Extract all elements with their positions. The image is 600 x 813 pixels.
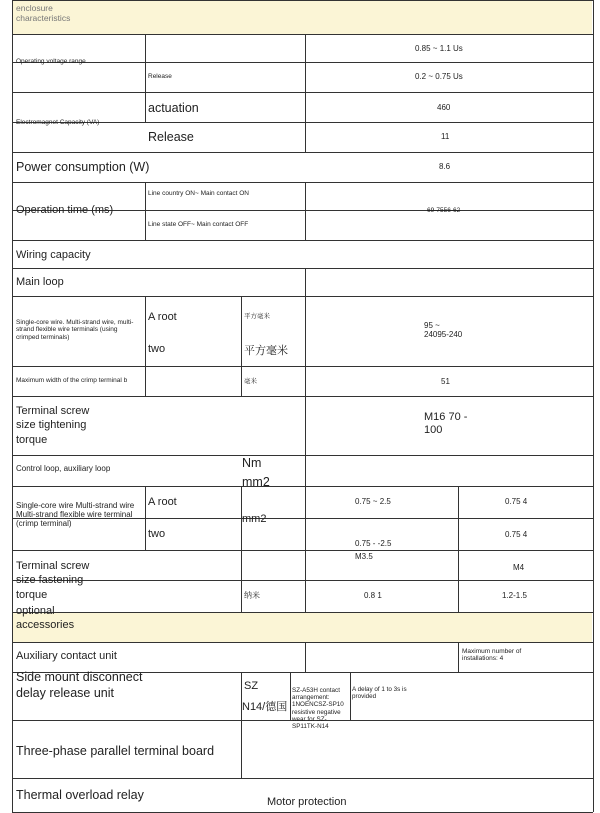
em-capacity-label: Electromagnet Capacity (VA) [16,119,100,126]
em-release-label: Release [148,130,194,144]
control-screw-size-1: M3.5 [355,552,373,561]
main-loop-a-root-label: A root [148,311,177,323]
power-consumption-value: 8.6 [439,162,451,171]
control-loop-wire-label: Single-core wire Multi-strand wire Multi-strand flexible wire terminal (crimp terminal) [16,501,135,529]
em-release-value: 11 [441,132,450,141]
control-screw-size-2: M4 [513,563,525,572]
control-loop-unit-nm: Nm [242,456,262,470]
control-screw-label: Terminal screw size fastening torque [16,560,90,601]
aux-contact-label: Auxiliary contact unit [16,650,117,662]
operating-voltage-value: 0.85 ~ 1.1 Us [415,44,463,53]
side-mount-n14: N14/德国 [242,701,288,713]
main-loop-wire-value: 95 ~ 24095-240 [424,321,463,340]
control-loop-unit-mm2: mm2 [242,475,270,489]
thermal-overload-label: Thermal overload relay [16,788,144,802]
three-phase-label: Three-phase parallel terminal board [16,744,215,758]
section-title-optional: optional accessories [16,605,75,632]
operation-time-value: 69-7556-62 [427,207,461,214]
main-loop-wire-label: Single-core wire. Multi-strand wire, multi-strand flexible wire terminals (using crimped terminals) [16,319,134,341]
main-loop-screw-label: Terminal screw size tightening torque [16,405,90,446]
operation-time-label: Operation time (ms) [16,204,114,216]
main-loop-label: Main loop [16,276,64,288]
control-a-root-unit: mm2 [242,513,267,525]
em-actuation-label: actuation [148,101,199,115]
main-loop-two-unit: 平方毫米 [244,345,288,357]
crimp-width-value: 51 [441,377,450,386]
main-loop-screw-value: M16 70 - 100 [424,411,468,436]
control-two-value-2: 0.75 4 [505,530,528,539]
operating-voltage-release-value: 0.2 ~ 0.75 Us [415,72,463,81]
thermal-overload-value: Motor protection [267,796,347,808]
aux-contact-note: Maximum number of installations: 4 [462,648,522,663]
operation-time-on-label: Line country ON~ Main contact ON [148,190,249,197]
main-loop-two-label: two [148,343,166,355]
control-torque-2: 1.2-1.5 [502,591,527,600]
control-a-value-2: 0.75 4 [505,497,528,506]
control-two-value-1: 0.75 - -2.5 [355,539,392,548]
control-a-root-label: A root [148,496,177,508]
power-consumption-label: Power consumption (W) [16,160,150,174]
control-torque-1: 0.8 1 [364,591,382,600]
crimp-width-label: Maximum width of the crimp terminal b [16,377,128,384]
side-mount-sz: SZ [244,680,259,692]
control-loop-label: Control loop, auxiliary loop [16,464,111,473]
operating-voltage-release-label: Release [148,73,172,80]
crimp-width-unit: 毫米 [244,378,257,385]
section-title-enclosure: enclosure characteristics [16,3,71,23]
side-mount-arrangement: SZ-A53H contact arrangement: 1NOENCSZ-SP10 resistive negative wear for SZ-SP11TK-N14 [292,687,344,731]
side-mount-delay: A delay of 1 to 3s is provided [352,686,407,701]
side-mount-label: Side mount disconnect delay release unit [16,670,143,701]
operation-time-off-label: Line state OFF~ Main contact OFF [148,221,249,228]
operating-voltage-label: Operating voltage range [16,58,86,65]
main-loop-a-root-unit: 平方毫米 [244,313,270,320]
control-a-value-1: 0.75 ~ 2.5 [355,497,391,506]
wiring-capacity-label: Wiring capacity [16,249,91,261]
control-two-label: two [148,528,166,540]
em-actuation-value: 460 [437,103,451,112]
control-screw-unit: 纳米 [244,591,260,600]
